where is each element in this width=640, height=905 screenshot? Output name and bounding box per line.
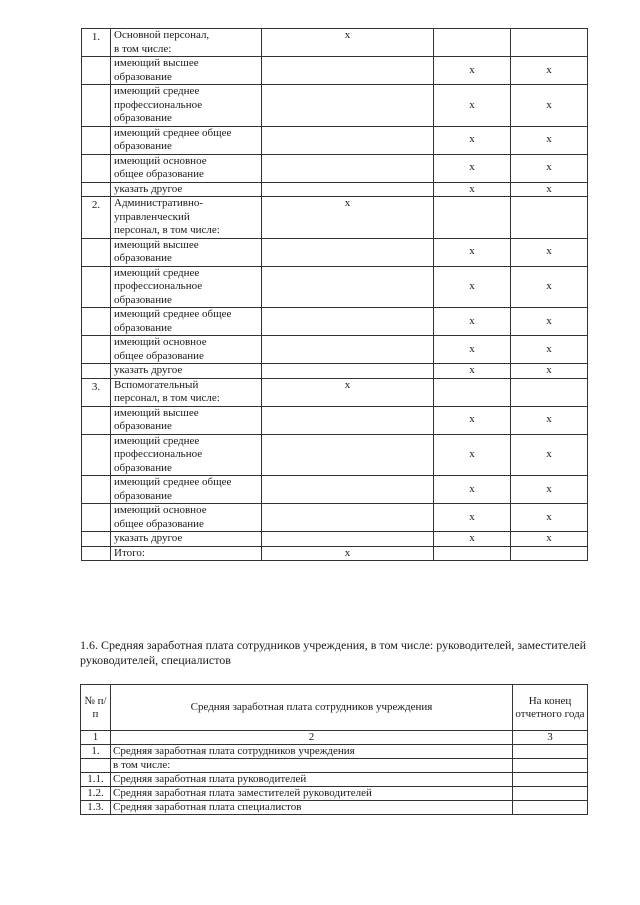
label-line: профессиональное	[114, 280, 203, 292]
num-cell	[82, 546, 111, 561]
salary-table	[80, 684, 588, 815]
label-line: указать другое	[114, 364, 183, 376]
x-mark: х	[511, 364, 588, 379]
row-label	[111, 364, 262, 379]
column-number: 3	[513, 731, 588, 745]
value-cell[interactable]	[434, 546, 511, 561]
x-mark: х	[434, 126, 511, 154]
x-mark: х	[434, 434, 511, 476]
num-cell	[82, 434, 111, 476]
x-mark: х	[511, 266, 588, 308]
label-line: профессиональное	[114, 98, 203, 111]
x-mark: х	[434, 154, 511, 182]
label-line: образование	[114, 293, 172, 306]
table-row	[82, 266, 588, 308]
label-line: имеющий основное	[114, 154, 207, 167]
label-line: указать другое	[114, 532, 183, 544]
table-row	[82, 308, 588, 336]
x-mark: х	[434, 364, 511, 379]
value-cell[interactable]	[262, 504, 434, 532]
row-label: Средняя заработная плата специалистов	[111, 801, 513, 815]
value-cell[interactable]	[262, 364, 434, 379]
value-cell[interactable]	[262, 434, 434, 476]
x-mark: х	[434, 182, 511, 197]
label-line: общее образование	[114, 168, 204, 180]
label-line: профессиональное	[114, 448, 203, 460]
value-cell[interactable]	[513, 787, 588, 801]
row-label: Средняя заработная плата заместителей руководителей	[111, 787, 513, 801]
value-cell[interactable]	[511, 546, 588, 561]
table-row	[81, 801, 588, 815]
row-num: 1.1.	[81, 773, 111, 787]
label-line: Административно-	[114, 197, 204, 209]
label-line: имеющий среднее общее	[114, 476, 232, 488]
row-num: 1.2.	[81, 787, 111, 801]
x-mark: х	[434, 266, 511, 308]
label-line: имеющий среднее	[114, 434, 200, 447]
table-row	[82, 476, 588, 504]
row-label	[111, 238, 262, 266]
x-mark: х	[511, 126, 588, 154]
x-mark: х	[434, 57, 511, 85]
table-row	[82, 57, 588, 85]
num-cell	[82, 238, 111, 266]
label-line: указать другое	[114, 182, 183, 195]
section-row	[82, 29, 588, 57]
value-cell[interactable]	[262, 57, 434, 85]
label-line: образование	[114, 321, 172, 334]
table-row	[82, 85, 588, 127]
num-cell	[82, 266, 111, 308]
value-cell[interactable]	[513, 745, 588, 759]
label-line: персонал, в том числе:	[114, 392, 220, 404]
value-cell[interactable]	[513, 773, 588, 787]
row-label	[111, 308, 262, 336]
label-line: имеющий высшее	[114, 238, 199, 251]
table-row	[82, 364, 588, 379]
table-row	[81, 759, 588, 773]
num-cell	[82, 406, 111, 434]
section-paragraph: 1.6. Средняя заработная плата сотрудников учреждения, в том числе: руководителей, заместителей руководителей, специалистов	[80, 638, 586, 667]
staff-education-table	[81, 28, 588, 561]
row-label	[111, 266, 262, 308]
value-cell[interactable]	[262, 126, 434, 154]
row-label	[111, 532, 262, 547]
num-cell	[82, 126, 111, 154]
table-row	[81, 773, 588, 787]
value-cell[interactable]	[434, 197, 511, 239]
x-mark: х	[434, 238, 511, 266]
total-label: Итого:	[111, 546, 262, 561]
label-line: общее образование	[114, 517, 204, 530]
label-line: имеющий среднее общее	[114, 126, 232, 139]
value-cell[interactable]	[511, 378, 588, 406]
label-line: имеющий высшее	[114, 57, 199, 69]
x-mark: х	[434, 406, 511, 434]
table-row	[82, 154, 588, 182]
row-label	[111, 434, 262, 476]
section-title	[111, 378, 262, 406]
value-cell[interactable]	[513, 801, 588, 815]
section-title	[111, 197, 262, 239]
salary-table-header-row	[81, 685, 588, 731]
label-line: имеющий основное	[114, 336, 207, 348]
label-line: имеющий среднее	[114, 85, 200, 97]
row-label	[111, 57, 262, 85]
label-line: в том числе:	[114, 42, 172, 55]
section-number: 3.	[82, 378, 111, 406]
column-number: 2	[111, 731, 513, 745]
row-num: 1.3.	[81, 801, 111, 815]
x-mark: х	[511, 154, 588, 182]
table-row	[82, 532, 588, 547]
label-line: общее образование	[114, 349, 204, 362]
section-mark: х	[262, 29, 434, 57]
value-cell[interactable]	[262, 154, 434, 182]
row-num	[81, 759, 111, 773]
label-line: управленческий	[114, 210, 190, 223]
x-mark: х	[511, 504, 588, 532]
section-number: 1.	[82, 29, 111, 57]
x-mark: х	[511, 532, 588, 547]
label-line: персонал, в том числе:	[114, 224, 220, 236]
table-row	[82, 434, 588, 476]
label-line: имеющий основное	[114, 504, 207, 516]
num-cell	[82, 476, 111, 504]
row-label	[111, 406, 262, 434]
num-cell	[82, 85, 111, 127]
x-mark: х	[434, 476, 511, 504]
label-line: Вспомогательный	[114, 378, 199, 391]
num-cell	[82, 364, 111, 379]
label-line: образование	[114, 140, 172, 152]
table-row	[82, 336, 588, 364]
num-cell	[82, 308, 111, 336]
table-row	[82, 126, 588, 154]
section-row	[82, 378, 588, 406]
x-mark: х	[434, 532, 511, 547]
label-line: имеющий среднее	[114, 266, 200, 279]
table-row	[82, 504, 588, 532]
row-label	[111, 504, 262, 532]
row-label	[111, 336, 262, 364]
row-label	[111, 182, 262, 197]
label-line: образование	[114, 420, 172, 432]
value-cell[interactable]	[262, 336, 434, 364]
num-cell	[82, 182, 111, 197]
label-line: образование	[114, 70, 172, 83]
x-mark: х	[511, 434, 588, 476]
header-value-cell: На конец отчетного года	[513, 685, 588, 731]
label-line: имеющий среднее общее	[114, 308, 232, 320]
table-row	[81, 745, 588, 759]
value-cell[interactable]	[262, 238, 434, 266]
value-cell[interactable]	[262, 85, 434, 127]
row-label	[111, 85, 262, 127]
row-label: в том числе:	[111, 759, 513, 773]
label-line: образование	[114, 252, 172, 264]
x-mark: х	[511, 308, 588, 336]
row-label	[111, 154, 262, 182]
value-cell[interactable]	[434, 378, 511, 406]
section-mark: х	[262, 197, 434, 239]
label-line: образование	[114, 489, 172, 502]
x-mark: х	[511, 336, 588, 364]
header-num-cell: № п/п	[81, 685, 111, 731]
header-name-cell: Средняя заработная плата сотрудников учреждения	[111, 685, 513, 731]
x-mark: х	[434, 85, 511, 127]
value-cell[interactable]	[262, 406, 434, 434]
num-cell	[82, 336, 111, 364]
section-title	[111, 29, 262, 57]
value-cell[interactable]	[262, 476, 434, 504]
table-row	[82, 238, 588, 266]
section-number: 2.	[82, 197, 111, 239]
total-row	[82, 546, 588, 561]
section-row	[82, 197, 588, 239]
x-mark: х	[511, 85, 588, 127]
num-cell	[82, 57, 111, 85]
label-line: образование	[114, 461, 172, 474]
column-number-row	[81, 731, 588, 745]
table-row	[81, 787, 588, 801]
table-row	[82, 182, 588, 197]
section-mark: х	[262, 378, 434, 406]
x-mark: х	[511, 57, 588, 85]
row-num: 1.	[81, 745, 111, 759]
row-label	[111, 126, 262, 154]
value-cell[interactable]	[262, 182, 434, 197]
label-line: Основной персонал,	[114, 29, 210, 41]
row-label: Средняя заработная плата сотрудников учреждения	[111, 745, 513, 759]
row-label	[111, 476, 262, 504]
x-mark: х	[434, 336, 511, 364]
x-mark: х	[511, 182, 588, 197]
table-row	[82, 406, 588, 434]
column-number: 1	[81, 731, 111, 745]
value-cell[interactable]	[513, 759, 588, 773]
total-mark: х	[262, 546, 434, 561]
x-mark: х	[434, 308, 511, 336]
x-mark: х	[511, 476, 588, 504]
x-mark: х	[511, 238, 588, 266]
value-cell[interactable]	[262, 266, 434, 308]
label-line: имеющий высшее	[114, 406, 199, 419]
label-line: образование	[114, 112, 172, 124]
x-mark: х	[434, 504, 511, 532]
num-cell	[82, 532, 111, 547]
value-cell[interactable]	[511, 29, 588, 57]
value-cell[interactable]	[434, 29, 511, 57]
value-cell[interactable]	[511, 197, 588, 239]
num-cell	[82, 154, 111, 182]
value-cell[interactable]	[262, 308, 434, 336]
x-mark: х	[511, 406, 588, 434]
row-label: Средняя заработная плата руководителей	[111, 773, 513, 787]
num-cell	[82, 504, 111, 532]
value-cell[interactable]	[262, 532, 434, 547]
